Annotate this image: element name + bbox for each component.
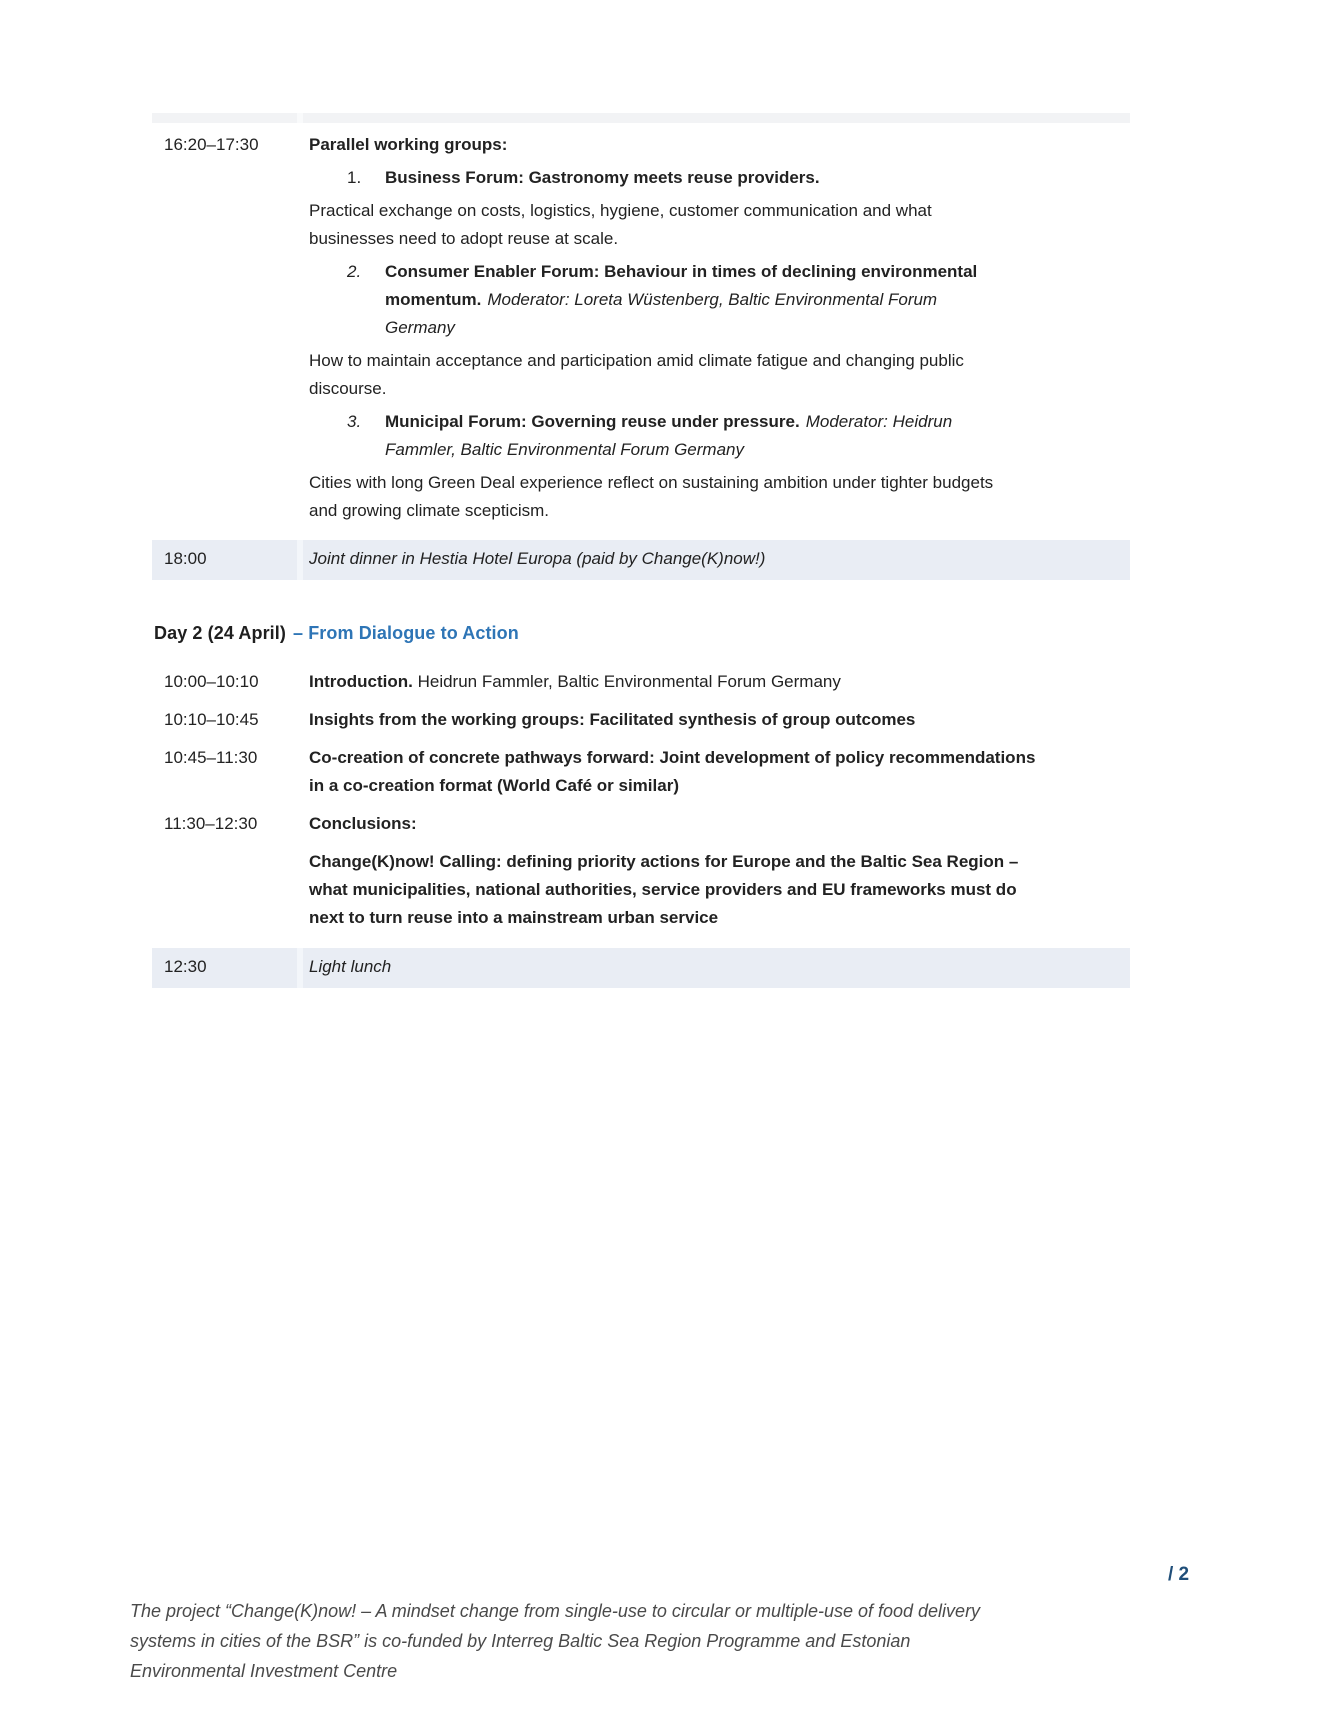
time-cell-insights: 10:10–10:45 (164, 710, 259, 729)
footer-line-2: systems in cities of the BSR” is co-funded by Interreg Baltic Sea Region Programme and Estonian (130, 1631, 911, 1651)
time-cell-dinner: 18:00 (152, 540, 297, 580)
introduction-text (303, 668, 1040, 696)
forum-item-2-text (385, 258, 985, 342)
table-top-strip-time-cell (152, 113, 297, 123)
footer-line-1: The project “Change(K)now! – A mindset change from single-use to circular or multiple-use of food delivery (130, 1601, 981, 1621)
forum-item-3 (347, 408, 1130, 464)
dinner-text: Joint dinner in Hestia Hotel Europa (paid by Change(K)now!) (303, 540, 1130, 580)
forum-item-3-number: 3. (347, 412, 362, 431)
introduction-speaker: Heidrun Fammler, Baltic Environmental Forum Germany (412, 672, 841, 691)
forum-item-3-title: Municipal Forum: Governing reuse under pressure. (385, 412, 800, 431)
agenda-row-dinner (152, 540, 1130, 580)
working-groups-cell (303, 131, 1130, 530)
forum-item-2-description: How to maintain acceptance and participation amid climate fatigue and changing public discourse. (309, 351, 964, 398)
time-cell-introduction: 10:00–10:10 (164, 672, 259, 691)
forum-item-1 (347, 164, 1130, 192)
agenda-row-conclusions (152, 810, 1130, 838)
working-groups-title: Parallel working groups: (309, 135, 508, 154)
agenda-row-introduction (152, 668, 1130, 696)
agenda-row-insights (152, 706, 1130, 734)
forum-item-3-moderator: Moderator: Heidrun Fammler, Baltic Environmental Forum Germany (385, 412, 953, 459)
day2-heading (152, 620, 1130, 646)
page-number: / 2 (1168, 1564, 1190, 1585)
forum-item-2-title: Consumer Enabler Forum: Behaviour in times of declining environmental momentum. (385, 262, 978, 309)
time-cell-lunch: 12:30 (152, 948, 297, 988)
agenda-table (152, 113, 1130, 988)
footer-note (130, 1596, 1090, 1686)
conclusions-title: Conclusions: (309, 814, 417, 833)
forum-item-1-text (385, 164, 820, 192)
insights-title: Insights from the working groups: Facilitated synthesis of group outcomes (309, 710, 916, 729)
agenda-row-working-groups (152, 123, 1130, 530)
lunch-text: Light lunch (303, 948, 1130, 988)
forum-item-1-title: Business Forum: Gastronomy meets reuse providers. (385, 168, 820, 187)
table-top-strip-desc-cell (303, 113, 1130, 123)
forum-item-2-moderator: Moderator: Loreta Wüstenberg, Baltic Environmental Forum Germany (385, 290, 938, 337)
forum-item-3-description: Cities with long Green Deal experience reflect on sustaining ambition under tighter budgets and growing climate scepticism. (309, 473, 994, 520)
forum-item-3-text (385, 408, 985, 464)
table-top-strip (152, 113, 1130, 123)
time-cell-co-creation: 10:45–11:30 (164, 748, 258, 767)
co-creation-title: Co-creation of concrete pathways forward: Joint development of policy recommendations in a co-creation format (World Café or similar) (309, 748, 1036, 795)
day2-heading-subtitle: – From Dialogue to Action (292, 623, 519, 643)
agenda-row-lunch (152, 948, 1130, 988)
forum-item-1-description: Practical exchange on costs, logistics, hygiene, customer communication and what businesses need to adopt reuse at scale. (309, 201, 932, 248)
agenda-row-co-creation (152, 744, 1130, 800)
forum-item-1-number: 1. (347, 168, 362, 187)
day2-heading-date: Day 2 (24 April) (154, 623, 286, 643)
time-cell-conclusions: 11:30–12:30 (164, 814, 258, 833)
conclusions-detail: Change(K)now! Calling: defining priority actions for Europe and the Baltic Sea Region – what municipalities, national authorities, service providers and EU frameworks must do next to turn reuse into a mainstream urban service (309, 852, 1019, 927)
footer-line-3: Environmental Investment Centre (130, 1661, 398, 1681)
introduction-title: Introduction. (309, 672, 413, 691)
forum-item-2-number: 2. (347, 262, 362, 281)
forum-item-2 (347, 258, 1130, 342)
time-cell-working-groups: 16:20–17:30 (164, 135, 259, 154)
